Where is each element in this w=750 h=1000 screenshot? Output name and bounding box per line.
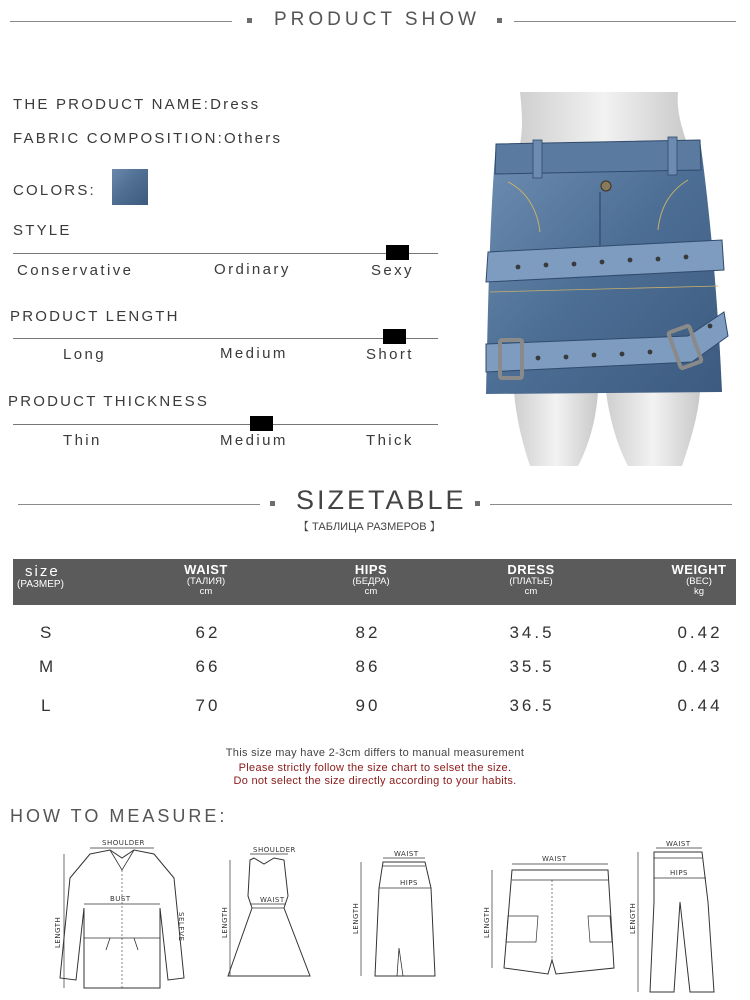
thickness-scale-line [13,424,438,425]
row-m-dress: 35.5 [509,657,555,676]
row-m-hips: 86 [355,657,381,676]
mini-skirt-length-label: LENGTH [483,906,491,938]
fabric-label: FABRIC COMPOSITION: [13,130,224,147]
length-option-medium: Medium [220,345,288,362]
length-scale-line [13,338,438,339]
pants-length-label: LENGTH [629,902,637,934]
row-l-hips: 90 [355,696,381,715]
thickness-title: PRODUCT THICKNESS [8,393,210,410]
col-waist-sub: (ТАЛИЯ) [186,575,226,587]
sizetable-title: SIZETABLE [296,485,467,515]
measure-diagram-dress [218,846,314,996]
col-size-sub: (РАЗМЕР) [17,578,64,590]
row-m-waist: 66 [195,657,221,676]
col-dress-label: DRESS [507,562,555,577]
skirt-length-label: LENGTH [352,902,360,934]
col-waist-unit: cm [199,585,213,597]
size-table-header [13,559,736,605]
thickness-option-thin: Thin [63,432,102,449]
row-l-dress: 36.5 [509,696,555,715]
style-marker [386,245,409,260]
mini-skirt-waist-label: WAIST [542,855,567,863]
sizetable-subtitle: 【 ТАБЛИЦА РАЗМЕРОВ 】 [298,521,441,533]
col-waist-label: WAIST [184,562,228,577]
thickness-option-thick: Thick [366,432,414,449]
col-hips-sub: (БЕДРА) [352,575,390,587]
product-name-label: THE PRODUCT NAME: [13,96,211,113]
col-size-label: size [25,563,60,580]
fabric-composition [13,130,282,147]
dress-waist-label: WAIST [260,896,285,904]
length-title: PRODUCT LENGTH [10,308,180,325]
skirt-hips-label: HIPS [400,879,418,887]
color-swatch-denim[interactable] [112,169,148,205]
header-dot-right [497,18,502,23]
page-title: PRODUCT SHOW [274,9,480,30]
product-name [13,96,260,113]
header-dot-left [247,18,252,23]
col-hips-unit: cm [364,585,378,597]
length-marker [383,329,406,344]
product-image-svg [478,92,732,466]
style-option-sexy: Sexy [371,262,414,279]
jacket-shoulder-label: SHOULDER [102,839,145,847]
dress-length-label: LENGTH [221,906,229,938]
measure-diagram-skirt [345,848,445,998]
jacket-bust-label: BUST [110,895,131,903]
warning-line-2: Do not select the size directly according to your habits. [233,775,517,787]
fabric-value: Others [223,130,283,147]
style-title: STYLE [13,222,72,239]
pants-hips-label: HIPS [670,869,688,877]
col-size [17,564,77,590]
header-rule-left [10,21,232,22]
measure-diagram-jacket [50,838,195,998]
how-to-measure-title: HOW TO MEASURE: [10,806,228,826]
skirt-waist-label: WAIST [394,850,419,858]
sizetable-dot-right [475,501,480,506]
col-weight-label: WEIGHT [671,562,727,577]
style-option-ordinary: Ordinary [214,261,291,278]
col-waist [170,563,242,597]
length-option-short: Short [366,346,414,363]
row-s-dress: 34.5 [509,623,555,642]
row-s-weight: 0.42 [677,623,723,642]
warning-line-1: Please strictly follow the size chart to selset the size. [238,762,512,774]
measurement-note: This size may have 2-3cm differs to manual measurement [225,747,525,759]
col-dress [495,563,567,597]
row-m-weight: 0.43 [677,657,723,676]
col-hips [335,563,407,597]
length-option-long: Long [63,346,106,363]
row-l-weight: 0.44 [677,696,723,715]
pants-waist-label: WAIST [666,840,691,848]
col-weight-sub: (ВЕС) [686,575,712,587]
sizetable-rule-right [490,504,732,505]
header-rule-right [514,21,736,22]
row-l-size: L [41,696,51,715]
jacket-selve-label: SELEVE [177,912,185,942]
row-s-hips: 82 [355,623,381,642]
style-scale-line [13,253,438,254]
col-dress-unit: cm [524,585,538,597]
colors-label: COLORS: [13,182,96,199]
sizetable-rule-left [18,504,260,505]
row-s-waist: 62 [195,623,221,642]
product-name-value: Dress [210,96,261,113]
col-dress-sub: (ПЛАТЬЕ) [509,575,553,587]
row-s-size: S [40,623,52,642]
col-weight-unit: kg [693,585,705,597]
product-image [478,92,732,466]
style-option-conservative: Conservative [17,262,134,279]
sizetable-dot-left [270,501,275,506]
row-l-waist: 70 [195,696,221,715]
thickness-marker [250,416,273,431]
col-weight [663,563,735,597]
row-m-size: M [39,657,54,676]
measure-diagram-mini-skirt [478,852,624,982]
jacket-length-label: LENGTH [54,916,62,948]
dress-shoulder-label: SHOULDER [253,846,296,854]
thickness-option-medium: Medium [220,432,288,449]
measure-diagram-pants [624,842,724,998]
col-hips-label: HIPS [354,562,388,577]
